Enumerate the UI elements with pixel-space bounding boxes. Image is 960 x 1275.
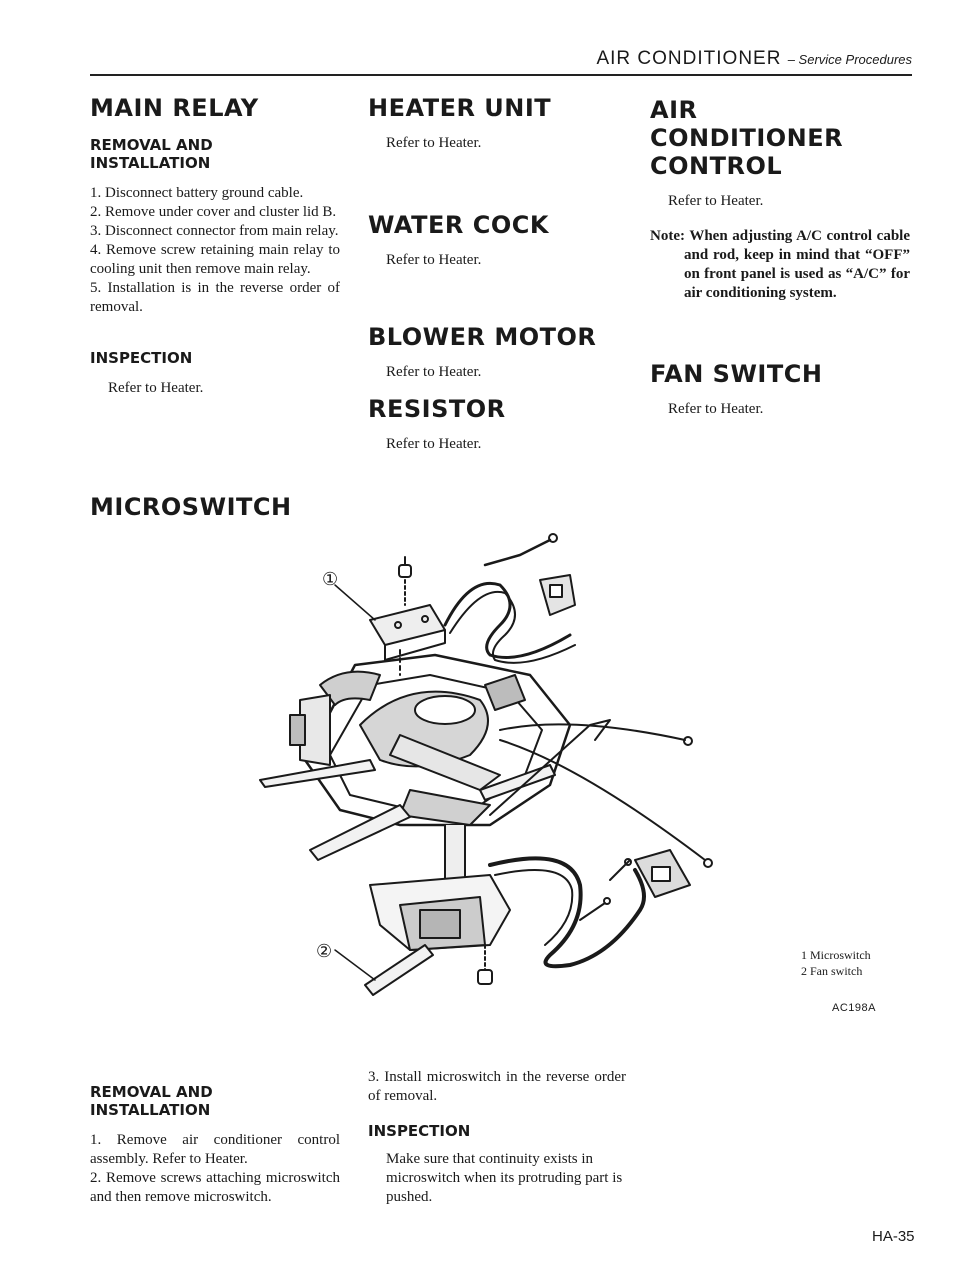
- legend-item: 2 Fan switch: [801, 964, 863, 978]
- page-header: [90, 46, 912, 76]
- microswitch-removal-section: [90, 1083, 340, 1207]
- main-relay-step: 5. Installation is in the reverse order of removal.: [90, 280, 340, 315]
- main-relay-inspection-title: INSPECTION: [90, 349, 193, 367]
- microswitch-removal-title: REMOVAL AND INSTALLATION: [90, 1083, 213, 1119]
- main-relay-section: [90, 94, 340, 398]
- main-relay-subtitle: REMOVAL AND INSTALLATION: [90, 136, 213, 172]
- microswitch-inspection-title: INSPECTION: [368, 1122, 471, 1140]
- heater-unit-section: [368, 94, 618, 153]
- microswitch-inspection-text: Make sure that continuity exists in microswitch when its protruding part is pushed.: [386, 1151, 623, 1205]
- main-relay-inspection-text: Refer to Heater.: [108, 380, 204, 396]
- microswitch-title: MICROSWITCH: [90, 493, 292, 521]
- fan-switch-title: FAN SWITCH: [650, 360, 823, 388]
- fan-switch-section: [650, 360, 910, 419]
- heater-unit-title: HEATER UNIT: [368, 94, 552, 122]
- callout-2: ②: [316, 941, 333, 962]
- main-relay-step: 2. Remove under cover and cluster lid B.: [90, 204, 337, 220]
- water-cock-title: WATER COCK: [368, 211, 549, 239]
- resistor-text: Refer to Heater.: [386, 436, 482, 452]
- legend-item: 1 Microswitch: [801, 948, 871, 962]
- blower-motor-title: BLOWER MOTOR: [368, 323, 597, 351]
- water-cock-text: Refer to Heater.: [386, 252, 482, 268]
- microswitch-step: 1. Remove air conditioner control assembly. Refer to Heater.: [90, 1132, 340, 1167]
- resistor-section: [368, 395, 618, 454]
- microswitch-figure: [250, 525, 720, 1015]
- main-relay-step: 4. Remove screw retaining main relay to cooling unit then remove main relay.: [90, 242, 340, 277]
- main-relay-step: 3. Disconnect connector from main relay.: [90, 223, 339, 239]
- microswitch-step: 3. Install microswitch in the reverse order of removal.: [368, 1069, 626, 1104]
- microswitch-step: 2. Remove screws attaching microswitch and then remove microswitch.: [90, 1170, 340, 1205]
- resistor-title: RESISTOR: [368, 395, 506, 423]
- heater-unit-text: Refer to Heater.: [386, 135, 482, 151]
- callout-1: ①: [322, 569, 339, 590]
- main-relay-steps: [90, 184, 340, 317]
- main-relay-title: MAIN RELAY: [90, 94, 259, 122]
- water-cock-section: [368, 211, 618, 270]
- header-title: AIR CONDITIONER – Service Procedures: [596, 48, 912, 69]
- page-number: HA-35: [872, 1228, 915, 1245]
- header-subtitle: – Service Procedures: [787, 52, 912, 67]
- microswitch-diagram: [250, 525, 720, 1015]
- ac-control-title: AIR CONDITIONER CONTROL: [650, 96, 844, 180]
- fan-switch-text: Refer to Heater.: [668, 401, 764, 417]
- ac-control-text: Refer to Heater.: [668, 193, 764, 209]
- ac-control-section: [650, 96, 910, 303]
- ac-control-note: Note: When adjusting A/C control cable and rod, keep in mind that “OFF” on front panel is used as “A/C” for air conditioning system.: [650, 228, 910, 301]
- microswitch-removal-steps: [90, 1131, 340, 1207]
- figure-legend: [801, 947, 871, 979]
- main-relay-step: 1. Disconnect battery ground cable.: [90, 185, 304, 201]
- figure-code: AC198A: [832, 1002, 876, 1014]
- blower-motor-text: Refer to Heater.: [386, 364, 482, 380]
- microswitch-install-section: [368, 1068, 626, 1207]
- blower-motor-section: [368, 323, 618, 382]
